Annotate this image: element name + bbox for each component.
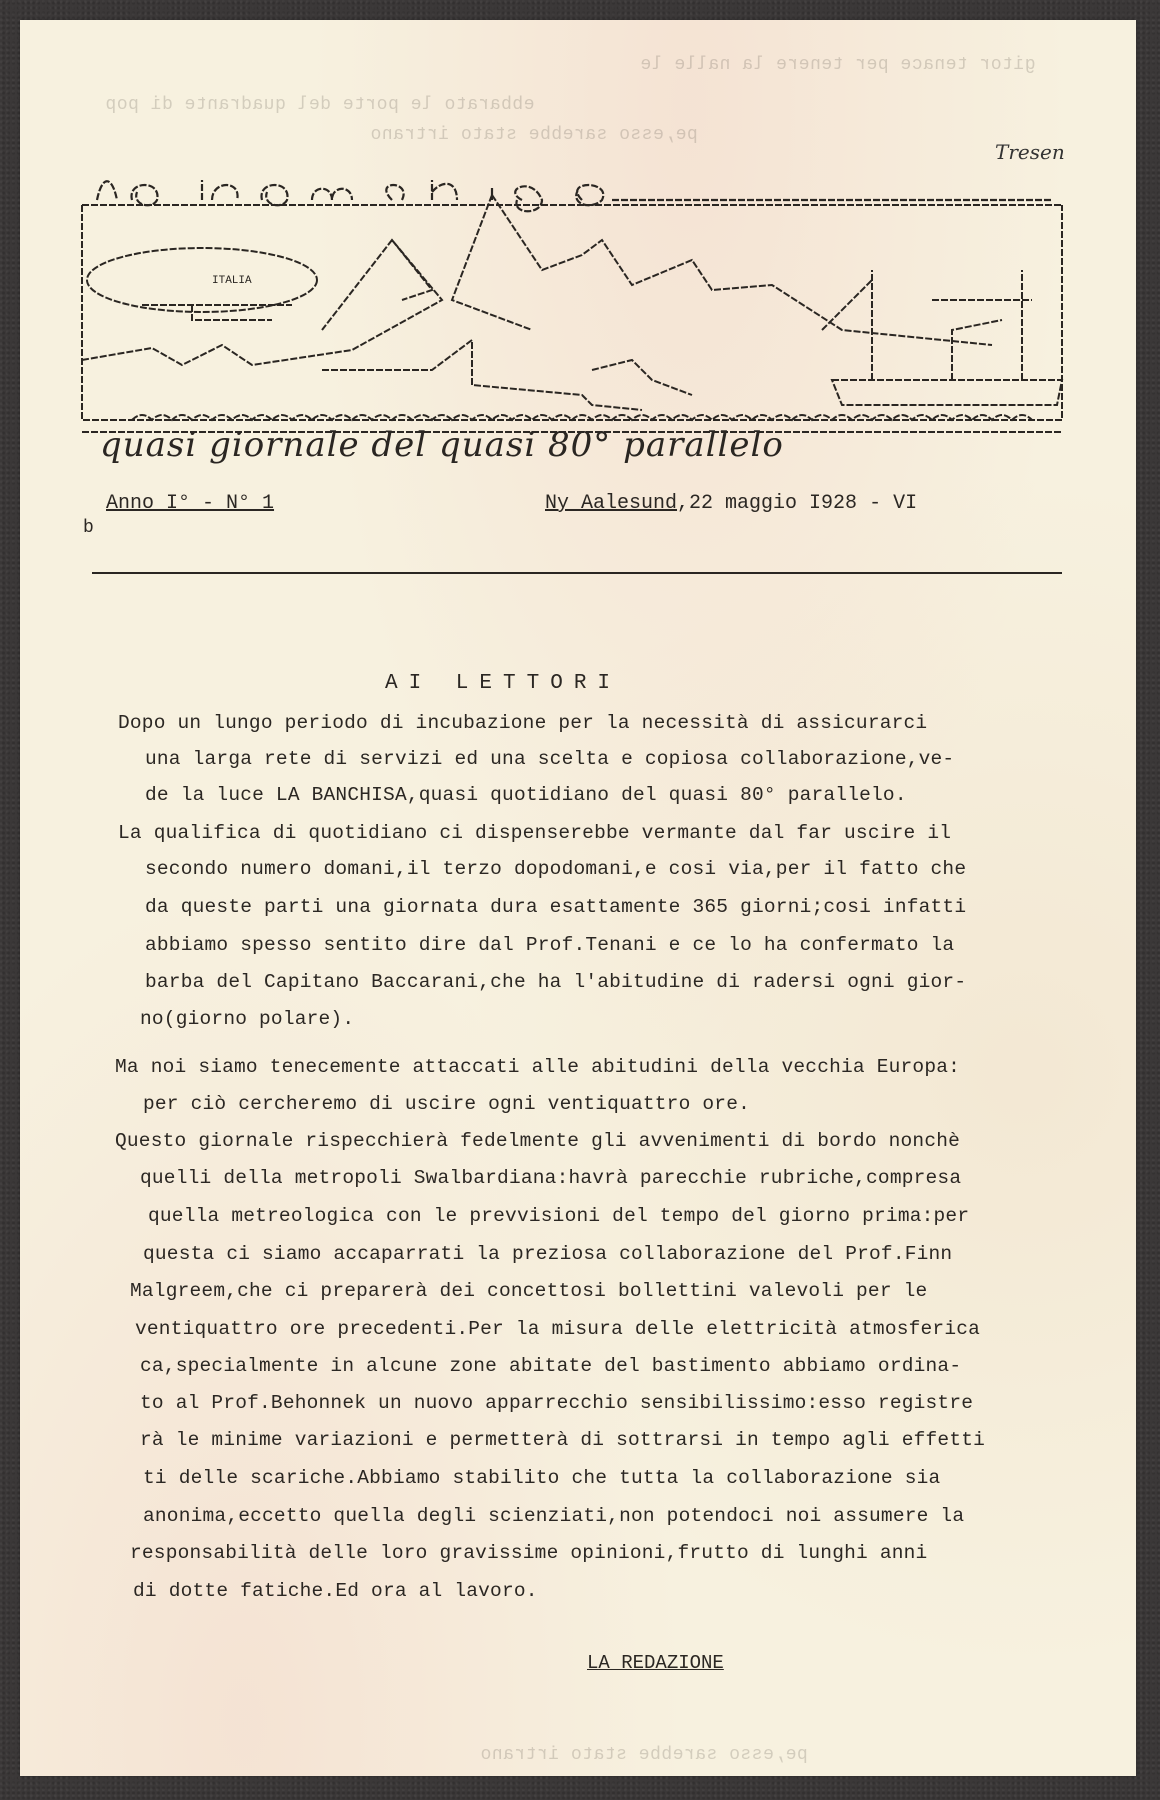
article-line: barba del Capitano Baccarani,che ha l'abitudine di radersi ogni gior- bbox=[145, 971, 967, 993]
issue-date: ,22 maggio I928 - VI bbox=[677, 492, 918, 515]
article-line: quella metreologica con le prevvisioni del tempo del giorno prima:per bbox=[148, 1205, 970, 1227]
ship-icon bbox=[822, 270, 1062, 405]
article-line: quelli della metropoli Swalbardiana:havrà parecchie rubriche,compresa bbox=[140, 1167, 962, 1189]
show-through-text: ebbarato le porte del quadrante di pop bbox=[105, 95, 535, 115]
title-lettering bbox=[97, 180, 1052, 211]
article-line: secondo numero domani,il terzo dopodomani,e cosi via,per il fatto che bbox=[145, 858, 967, 880]
article-line: una larga rete di servizi ed una scelta e copiosa collaborazione,ve- bbox=[145, 748, 955, 770]
article-line: no(giorno polare). bbox=[140, 1008, 355, 1030]
show-through-text: gitor tenace per tenere la nalle le bbox=[640, 55, 1036, 75]
article-line: da queste parti una giornata dura esattamente 365 giorni;cosi infatti bbox=[145, 896, 967, 918]
article-line: rà le minime variazioni e permetterà di sottrarsi in tempo agli effetti bbox=[140, 1429, 986, 1451]
article-line: Dopo un lungo periodo di incubazione per la necessità di assicurarci bbox=[118, 712, 928, 734]
article-line: to al Prof.Behonnek un nuovo apparrecchio sensibilissimo:esso registre bbox=[140, 1392, 974, 1414]
show-through-text: pe,esso sarebbe stato irtrano bbox=[370, 125, 698, 145]
article-line: de la luce LA BANCHISA,quasi quotidiano del quasi 80° parallelo. bbox=[145, 784, 907, 806]
issue-place: Ny Aalesund bbox=[545, 492, 678, 515]
article-line: La qualifica di quotidiano ci dispenserebbe vermante dal far uscire il bbox=[118, 822, 952, 844]
article-line: responsabilità delle loro gravissime opinioni,frutto di lunghi anni bbox=[130, 1542, 928, 1564]
article-signoff: LA REDAZIONE bbox=[587, 1652, 724, 1674]
article-line: Ma noi siamo tenecemente attaccati alle abitudini della vecchia Europa: bbox=[115, 1056, 961, 1078]
article-line: Malgreem,che ci preparerà dei concettosi bollettini valevoli per le bbox=[130, 1280, 928, 1302]
handwritten-signature: Tresen bbox=[995, 140, 1065, 164]
article-line: ti delle scariche.Abbiamo stabilito che tutta la collaborazione sia bbox=[143, 1467, 941, 1489]
header-rule bbox=[92, 572, 1062, 574]
frame bbox=[82, 205, 1062, 420]
article-line: ventiquattro ore precedenti.Per la misura delle elettricità atmosferica bbox=[135, 1318, 981, 1340]
issue-dateline bbox=[545, 492, 917, 515]
iceberg-icon bbox=[322, 340, 692, 410]
issue-number: Anno I° - N° 1 bbox=[106, 492, 275, 515]
show-through-text: pe,esso sarebbe stato irtrano bbox=[480, 1745, 808, 1765]
article-line: Questo giornale rispecchierà fedelmente gli avvenimenti di bordo nonchè bbox=[115, 1130, 961, 1152]
article-line: di dotte fatiche.Ed ora al lavoro. bbox=[133, 1580, 538, 1602]
article-line: anonima,eccetto quella degli scienziati,non potendoci noi assumere la bbox=[143, 1505, 965, 1527]
article-line: questa ci siamo accaparrati la preziosa collaborazione del Prof.Finn bbox=[143, 1243, 953, 1265]
masthead-drawing bbox=[72, 180, 1072, 440]
margin-mark: b bbox=[83, 518, 94, 538]
article-line: abbiamo spesso sentito dire dal Prof.Tenani e ce lo ha confermato la bbox=[145, 934, 955, 956]
airship-icon bbox=[87, 248, 317, 312]
article-line: per ciò cercheremo di uscire ogni ventiquattro ore. bbox=[143, 1093, 750, 1115]
masthead-subtitle: quasi giornale del quasi 80° parallelo bbox=[100, 425, 784, 465]
article-title: AI LETTORI bbox=[385, 672, 622, 695]
article-line: ca,specialmente in alcune zone abitate del bastimento abbiamo ordina- bbox=[140, 1355, 962, 1377]
airship-label: ITALIA bbox=[212, 275, 252, 287]
masthead-illustration bbox=[72, 180, 1072, 440]
